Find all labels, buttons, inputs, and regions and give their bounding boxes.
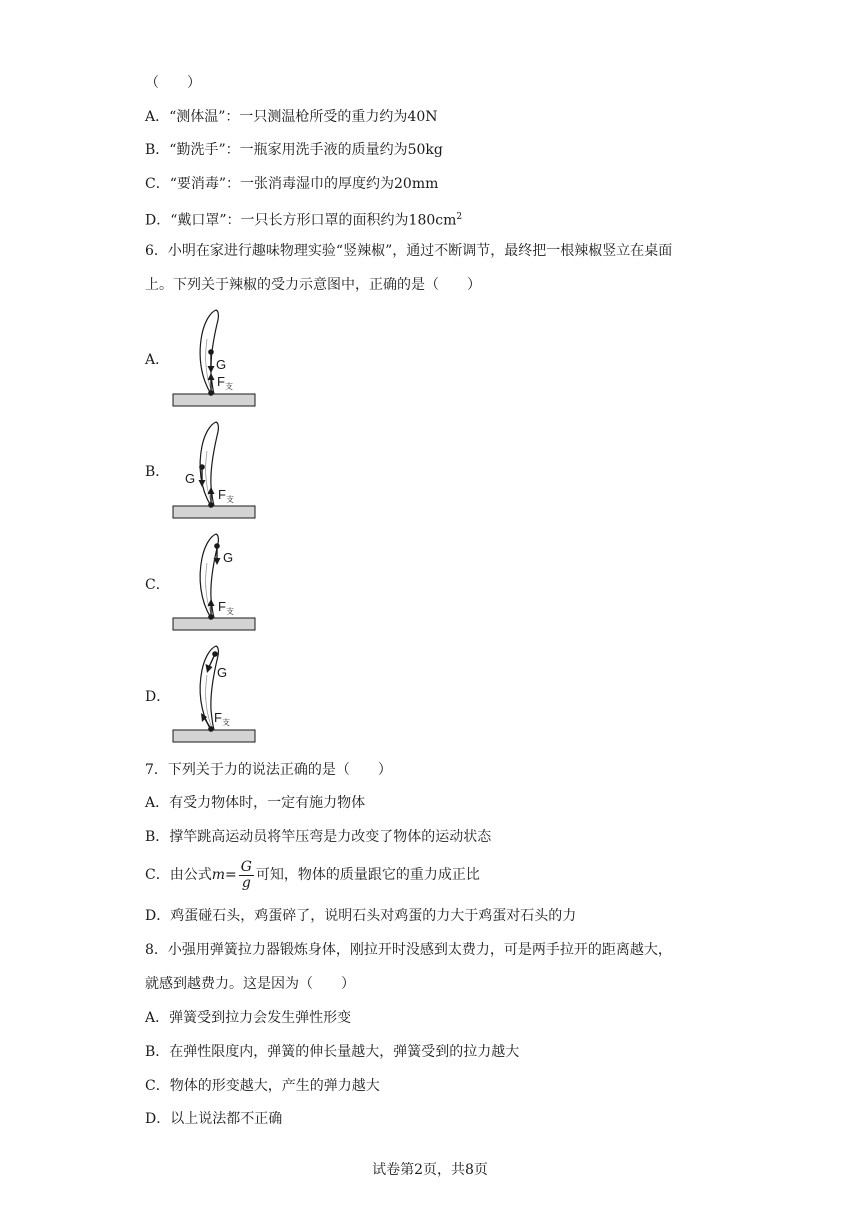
q8-stem-line2: 就感到越费力。这是因为（ ）	[145, 976, 355, 992]
q7-option-b: B．撑竿跳高运动员将竿压弯是力改变了物体的运动状态	[145, 829, 492, 845]
f-label: $F_支$	[218, 487, 234, 504]
q8-stem-line1: 8．小强用弹簧拉力器锻炼身体，刚拉开时没感到太费力，可是两手拉开的距离越大，	[145, 942, 672, 958]
g-label: G	[217, 665, 228, 680]
q8-option-c: C．物体的形变越大，产生的弹力越大	[145, 1078, 380, 1094]
page-footer: 试卷第2页，共8页	[372, 1162, 488, 1178]
f-label: $F_支$	[217, 374, 233, 391]
superscript-2: 2	[456, 212, 463, 222]
formula-m: m	[211, 867, 225, 883]
gravity-arrow	[208, 349, 215, 373]
q5-paren: （ ）	[145, 75, 201, 91]
gravity-arrow	[199, 464, 206, 487]
q6-figure-a	[168, 304, 264, 410]
q8-option-d: D．以上说法都不正确	[145, 1111, 283, 1127]
support-force-arrow	[208, 373, 215, 396]
q8-option-a: A．弹簧受到拉力会发生弹性形变	[145, 1010, 352, 1026]
q5-option-a: A．“测体温”：一只测温枪所受的重力约为40N	[145, 109, 438, 125]
q6-figure-d-label: D．	[145, 689, 171, 705]
q6-figure-c	[168, 528, 264, 634]
support-force-arrow	[208, 487, 215, 508]
table-surface	[173, 394, 255, 406]
q5-option-c: C．“要消毒”：一张消毒湿巾的厚度约为20mm	[145, 176, 439, 192]
q7-option-a: A．有受力物体时，一定有施力物体	[145, 795, 366, 811]
q8-option-b: B．在弹性限度内，弹簧的伸长量越大，弹簧受到的拉力越大	[145, 1044, 520, 1060]
q6-figure-d	[168, 640, 264, 746]
q7-option-d: D．鸡蛋碰石头，鸡蛋碎了，说明石头对鸡蛋的力大于鸡蛋对石头的力	[145, 908, 577, 924]
f-label: $F_支$	[214, 710, 230, 727]
q7-option-c: C．由公式m= $\frac{G}{g}$ 可知，物体的质量跟它的重力成正比	[145, 858, 480, 891]
g-label: G	[185, 471, 196, 486]
q6-figure-b	[168, 416, 264, 522]
table-surface	[173, 618, 255, 630]
q6-figure-c-label: C．	[145, 577, 170, 593]
q6-figure-b-label: B．	[145, 464, 170, 480]
table-surface	[173, 730, 255, 742]
f-label: $F_支$	[218, 599, 234, 616]
q6-stem-line2: 上。下列关于辣椒的受力示意图中，正确的是（ ）	[145, 277, 481, 293]
support-force-arrow	[208, 599, 215, 620]
q5-option-d: D．“戴口罩”：一只长方形口罩的面积约为$180cm^2$	[145, 212, 463, 229]
g-label: G	[223, 550, 234, 565]
table-surface	[173, 506, 255, 518]
q7-stem: 7．下列关于力的说法正确的是（ ）	[145, 762, 392, 778]
g-label: G	[216, 357, 227, 372]
fraction-g-over-g: $\frac{G}{g}$	[240, 858, 252, 891]
q6-figure-a-label: A．	[145, 352, 170, 368]
q6-stem-line1: 6．小明在家进行趣味物理实验“竖辣椒”，通过不断调节，最终把一根辣椒竖立在桌面	[145, 243, 673, 259]
q5-option-b: B．“勤洗手”：一瓶家用洗手液的质量约为50kg	[145, 142, 443, 158]
